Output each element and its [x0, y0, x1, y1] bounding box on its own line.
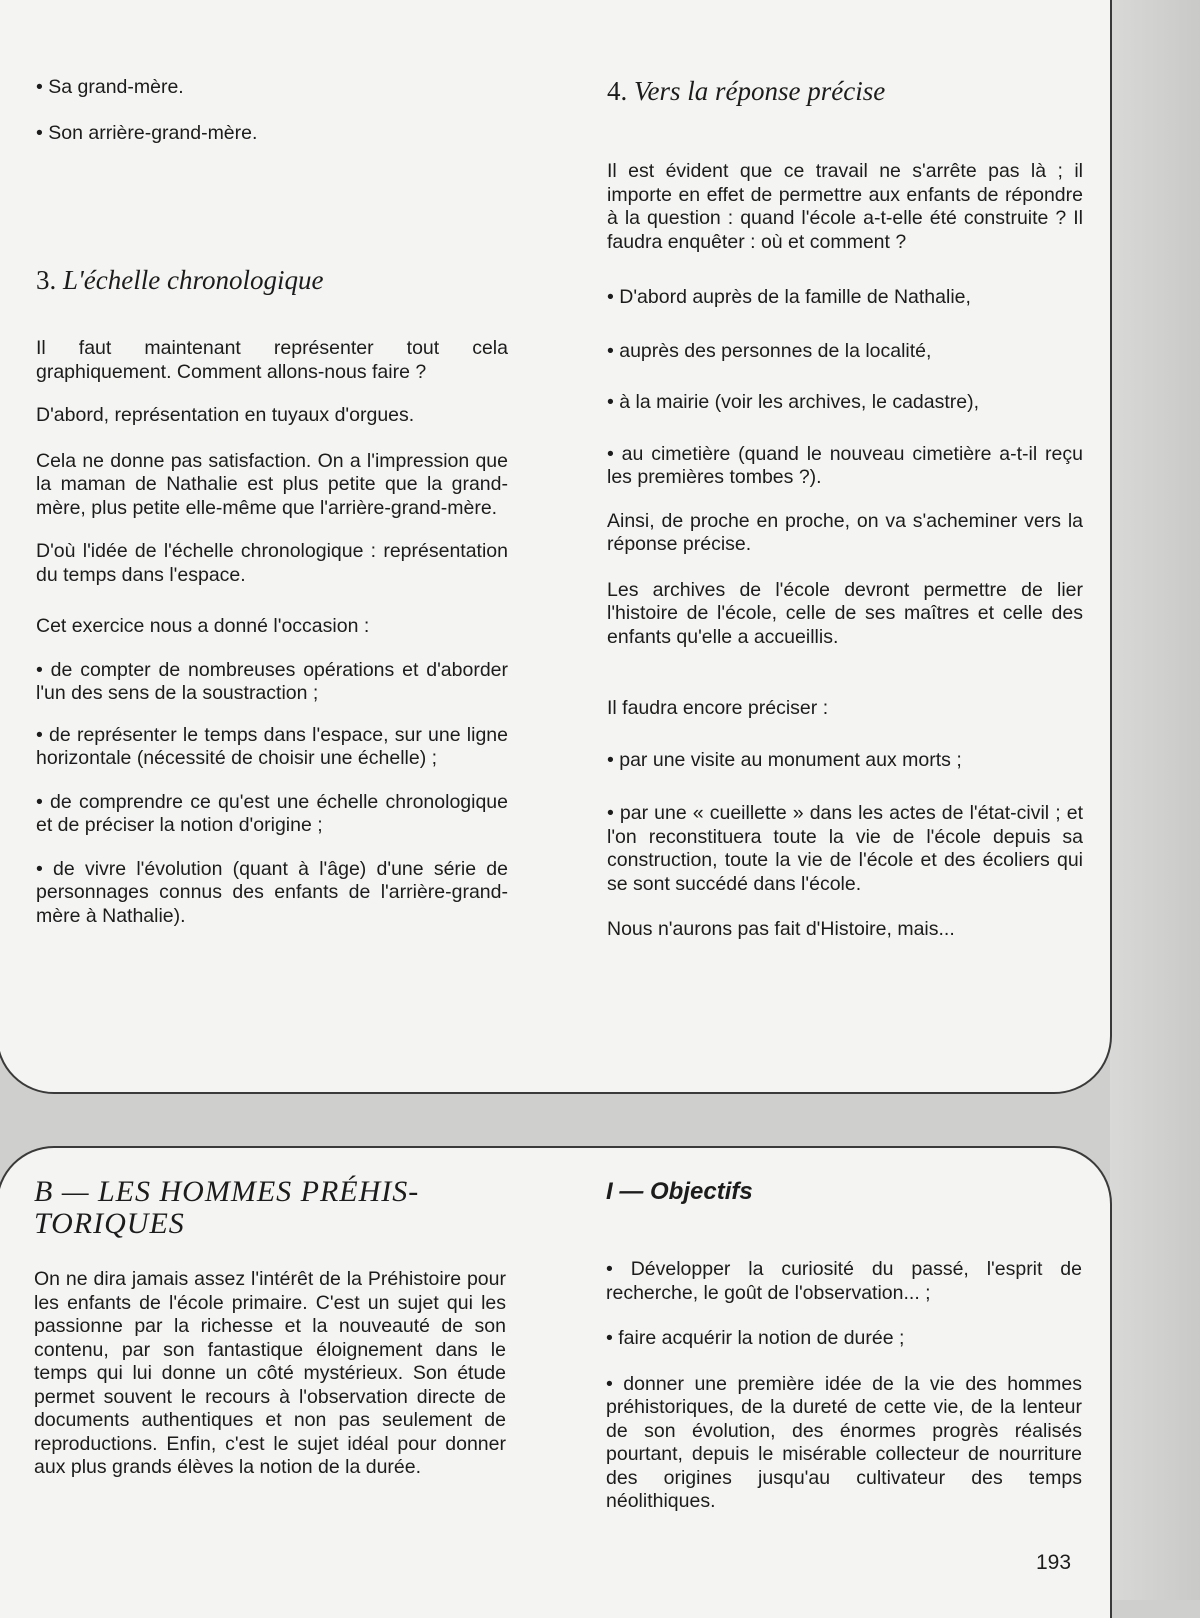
- section-heading: 4. Vers la réponse précise: [607, 76, 886, 106]
- list-item: • par une « cueillette » dans les actes de l'état-civil ; et l'on reconstituera toute la vie de l'école depuis sa construction, toute la vie de l'école et des écoliers qui se sont succédé dans l'école.: [607, 802, 1083, 895]
- paragraph: Les archives de l'école devront permettre de lier l'histoire de l'école, celle de ses maîtres et celle des enfants qu'elle a accueillis.: [607, 578, 1083, 648]
- list-item: • à la mairie (voir les archives, le cadastre),: [607, 391, 980, 413]
- paragraph: On ne dira jamais assez l'intérêt de la Préhistoire pour les enfants de l'école primaire. C'est un sujet qui les passionne par la richesse et la nouveauté de son contenu, par son fantastique éloignement dans le temps qui lui donne un côté mystérieux. Son étude permet souvent le recours à l'observation directe de documents authentiques et non pas seulement de reproductions. Enfin, c'est le sujet idéal pour donner aux plus grands élèves la notion de la durée.: [34, 1268, 506, 1478]
- section-heading: B — LES HOMMES PRÉHIS- TORIQUES: [34, 1175, 420, 1240]
- list-item: • par une visite au monument aux morts ;: [607, 748, 962, 771]
- paragraph: Cet exercice nous a donné l'occasion :: [36, 615, 370, 637]
- paragraph: Il est évident que ce travail ne s'arrête pas là ; il importe en effet de permettre aux enfants de répondre à la question : quand l'école a-t-elle été construite ? Il faudra enquêter : où et comment ?: [607, 160, 1083, 253]
- list-item: • au cimetière (quand le nouveau cimetière a-t-il reçu les premières tombes ?).: [607, 442, 1083, 488]
- paragraph: Il faut maintenant représenter tout cela graphiquement. Comment allons-nous faire ?: [36, 337, 508, 383]
- paragraph: Nous n'aurons pas fait d'Histoire, mais...: [607, 918, 955, 940]
- right-column: [607, 76, 1083, 942]
- list-item: • Son arrière-grand-mère.: [36, 121, 258, 144]
- paragraph: D'abord, représentation en tuyaux d'orgues.: [36, 404, 415, 426]
- paragraph: Ainsi, de proche en proche, on va s'acheminer vers la réponse précise.: [607, 509, 1083, 555]
- list-item: • Développer la curiosité du passé, l'esprit de recherche, le goût de l'observation... ;: [606, 1258, 1082, 1304]
- bottom-right-column: [606, 1178, 1082, 1514]
- list-item: • auprès des personnes de la localité,: [607, 339, 932, 362]
- list-item: • de vivre l'évolution (quant à l'âge) d'une série de personnages connus des enfants de l'arrière-grand-mère à Nathalie).: [36, 857, 508, 927]
- list-item: • D'abord auprès de la famille de Nathalie,: [607, 286, 971, 308]
- list-item: • faire acquérir la notion de durée ;: [606, 1327, 905, 1349]
- paragraph: D'où l'idée de l'échelle chronologique : représentation du temps dans l'espace.: [36, 540, 508, 586]
- left-column: [36, 76, 508, 928]
- section-heading: I — Objectifs: [606, 1178, 753, 1205]
- list-item: • donner une première idée de la vie des hommes préhistoriques, de la dureté de cette vie, de la lenteur de son évolution, des énormes progrès réalisés pourtant, depuis le misérable collecteur de nourriture des origines jusqu'au cultivateur des temps néolithiques.: [606, 1372, 1082, 1512]
- list-item: • Sa grand-mère.: [36, 76, 184, 98]
- list-item: • de représenter le temps dans l'espace, sur une ligne horizontale (nécessité de choisir une échelle) ;: [36, 723, 508, 769]
- adjacent-page-edge: [1110, 0, 1200, 1600]
- paragraph: Il faudra encore préciser :: [607, 697, 829, 719]
- section-heading: 3. L'échelle chronologique: [36, 265, 324, 295]
- page-number: 193: [1036, 1551, 1072, 1574]
- bottom-left-column: [34, 1176, 506, 1480]
- list-item: • de comprendre ce qu'est une échelle chronologique et de préciser la notion d'origine ;: [36, 790, 508, 836]
- paragraph: Cela ne donne pas satisfaction. On a l'impression que la maman de Nathalie est plus petite que la grand-mère, plus petite elle-même que l'arrière-grand-mère.: [36, 449, 508, 519]
- list-item: • de compter de nombreuses opérations et d'aborder l'un des sens de la soustraction ;: [36, 658, 508, 704]
